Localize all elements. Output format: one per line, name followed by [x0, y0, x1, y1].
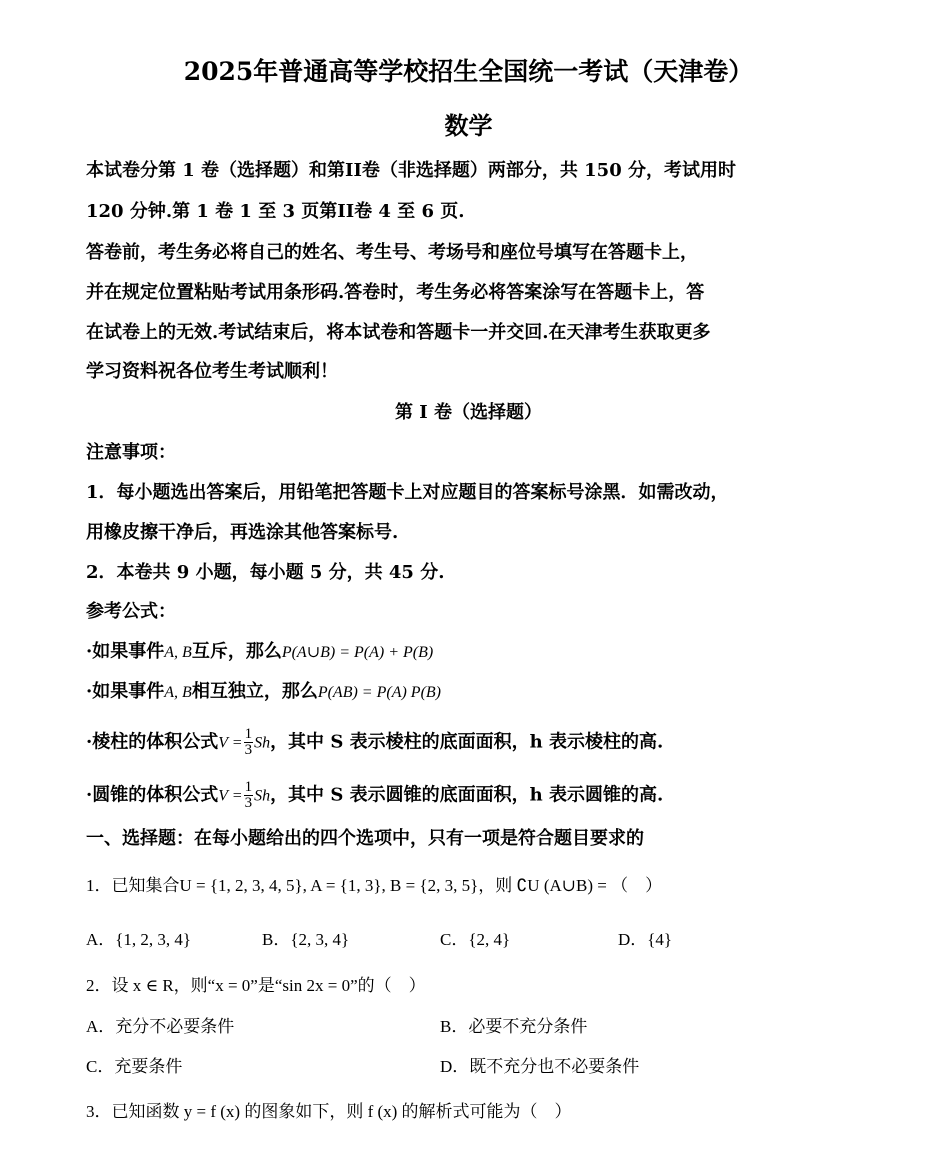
formula-4-denominator: 3 — [244, 795, 253, 811]
question-2-option-b: B．必要不充分条件 — [440, 1017, 588, 1036]
formula-1-prefix: ·如果事件 — [86, 641, 165, 662]
formula-1-vars: A, B — [164, 644, 192, 661]
formula-4-lhs: V = — [218, 787, 243, 805]
formula-cone-volume — [86, 780, 663, 811]
note-1-line-2: 用橡皮擦干净后，再选涂其他答案标号. — [86, 522, 399, 543]
formula-2-mid: 相互独立，那么 — [191, 681, 318, 702]
question-2-option-a: A．充分不必要条件 — [86, 1017, 235, 1036]
formula-2-vars: A, B — [164, 684, 192, 701]
section-1-heading: 一、选择题：在每小题给出的四个选项中，只有一项是符合题目要求的 — [86, 828, 644, 849]
intro-line-3: 答卷前，考生务必将自己的姓名、考生号、考场号和座位号填写在答题卡上， — [86, 242, 698, 263]
formula-3-prefix: ·棱柱的体积公式 — [86, 731, 219, 753]
formula-1-mid: 互斥，那么 — [191, 641, 282, 662]
intro-line-5: 在试卷上的无效.考试结束后，将本试卷和答题卡一并交回.在天津考生获取更多 — [86, 322, 711, 343]
formula-4-suffix: ，其中 S 表示圆锥的底面面积，h 表示圆锥的高. — [270, 784, 664, 806]
formula-3-rhs: Sh — [254, 734, 271, 752]
formula-4-rhs: Sh — [254, 787, 271, 805]
note-1-line-1: 1．每小题选出答案后，用铅笔把答题卡上对应题目的答案标号涂黑．如需改动， — [86, 482, 729, 503]
formula-4-numerator: 1 — [244, 779, 253, 795]
formula-4-fraction — [244, 780, 254, 811]
formula-independent — [86, 681, 441, 704]
intro-line-4: 并在规定位置粘贴考试用条形码.答卷时，考生务必将答案涂写在答题卡上，答 — [86, 282, 705, 303]
question-1-option-d: D．{4} — [618, 930, 673, 949]
formula-4-prefix: ·圆锥的体积公式 — [86, 784, 219, 806]
question-1-option-a: A．{1, 2, 3, 4} — [86, 930, 192, 949]
intro-line-1: 本试卷分第 1 卷（选择题）和第II卷（非选择题）两部分，共 150 分，考试用时 — [86, 160, 737, 181]
formula-3-numerator: 1 — [244, 726, 253, 742]
formula-3-lhs: V = — [218, 734, 243, 752]
subject-title: 数学 — [444, 111, 493, 140]
question-2-option-c: C．充要条件 — [86, 1057, 183, 1076]
formula-2-prefix: ·如果事件 — [86, 681, 165, 702]
notes-heading: 注意事项： — [86, 442, 176, 463]
question-2-option-d: D．既不充分也不必要条件 — [440, 1057, 640, 1076]
question-2-stem: 2．设 x ∈ R，则“x = 0”是“sin 2x = 0”的（ ） — [86, 976, 426, 995]
intro-line-6: 学习资料祝各位考生考试顺利！ — [86, 361, 338, 382]
formula-3-denominator: 3 — [244, 742, 253, 758]
question-1-stem: 1．已知集合U = {1, 2, 3, 4, 5}, A = {1, 3}, B = {2, 3, 5}，则 ∁U (A∪B) = （ ） — [86, 876, 663, 895]
formula-prism-volume — [86, 727, 663, 758]
intro-line-2: 120 分钟.第 1 卷 1 至 3 页第II卷 4 至 6 页. — [86, 201, 465, 222]
formula-3-fraction — [244, 727, 254, 758]
formulas-heading: 参考公式： — [86, 601, 176, 622]
question-1-option-b: B．{2, 3, 4} — [262, 930, 350, 949]
exam-title: 2025年普通高等学校招生全国统一考试（天津卷） — [183, 57, 754, 86]
formula-3-suffix: ，其中 S 表示棱柱的底面面积，h 表示棱柱的高. — [270, 731, 664, 753]
question-1-option-c: C．{2, 4} — [440, 930, 511, 949]
question-3-stem: 3．已知函数 y = f (x) 的图象如下，则 f (x) 的解析式可能为（ ） — [86, 1102, 572, 1121]
note-2: 2．本卷共 9 小题，每小题 5 分，共 45 分. — [86, 562, 445, 583]
formula-mutually-exclusive — [86, 641, 433, 664]
formula-2-expr: P(AB) = P(A) P(B) — [317, 684, 442, 701]
formula-1-expr: P(A∪B) = P(A) + P(B) — [281, 644, 434, 661]
part1-heading: 第 I 卷（选择题） — [395, 402, 542, 423]
